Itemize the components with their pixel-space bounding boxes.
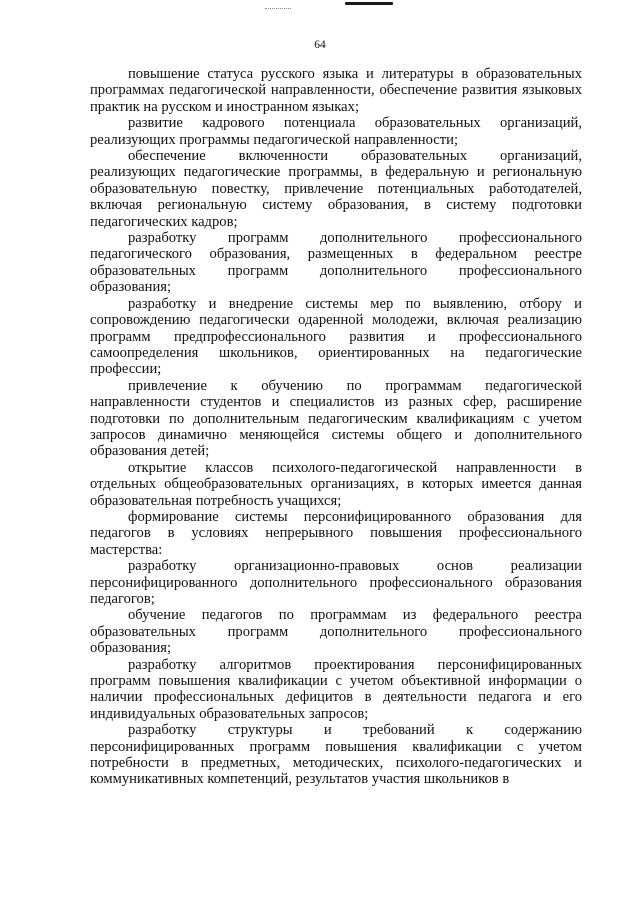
scan-artifact-right — [345, 2, 393, 5]
page-number: 64 — [314, 39, 326, 51]
paragraph: обучение педагогов по программам из федерального реестра образовательных программ дополнительного профессионального образования; — [90, 607, 582, 657]
paragraph: обеспечение включенности образовательных организаций, реализующих педагогические программы, в федеральную и региональную образовательную повестку, привлечение потенциальных работодателей, включая региональную систему образования, в систему подготовки педагогических кадров; — [90, 148, 582, 230]
body-text — [90, 66, 582, 788]
paragraph: формирование системы персонифицированного образования для педагогов в условиях непрерывного повышения профессионального мастерства: — [90, 508, 582, 558]
paragraph: разработку и внедрение системы мер по выявлению, отбору и сопровождению педагогически одаренной молодежи, включая реализацию программ предпрофессионального развития и профессионального самоопределения школьников, ориентированных на педагогические профессии; — [90, 295, 582, 378]
paragraph: разработку организационно-правовых основ реализации персонифицированного дополнительного профессионального образования педагогов; — [90, 558, 582, 607]
paragraph: развитие кадрового потенциала образовательных организаций, реализующих программы педагогической направленности; — [90, 115, 582, 148]
paragraph: разработку структуры и требований к содержанию персонифицированных программ повышения квалификации с учетом потребности в предметных, методических, психолого-педагогических и коммуникативных компетенций, результатов участия школьников в — [90, 722, 582, 788]
paragraph: разработку программ дополнительного профессионального педагогического образования, размещенных в федеральном реестре образовательных программ дополнительного профессионального образования; — [90, 230, 582, 296]
paragraph: привлечение к обучению по программам педагогической направленности студентов и специалистов из разных сфер, расширение подготовки по дополнительным педагогическим квалификациям с учетом запросов динамично меняющейся системы общего и дополнительного образования детей; — [90, 377, 582, 460]
paragraph: открытие классов психолого-педагогической направленности в отдельных общеобразовательных организациях, в которых имеется данная образовательная потребность учащихся; — [90, 459, 582, 509]
scan-artifact-left — [265, 8, 291, 12]
paragraph: разработку алгоритмов проектирования персонифицированных программ повышения квалификации с учетом объективной информации о наличии профессиональных дефицитов в деятельности педагога и его индивидуальных образовательных запросов; — [90, 656, 582, 722]
paragraph: повышение статуса русского языка и литературы в образовательных программах педагогической направленности, обеспечение развития языковых практик на русском и иностранном языках; — [90, 66, 582, 115]
